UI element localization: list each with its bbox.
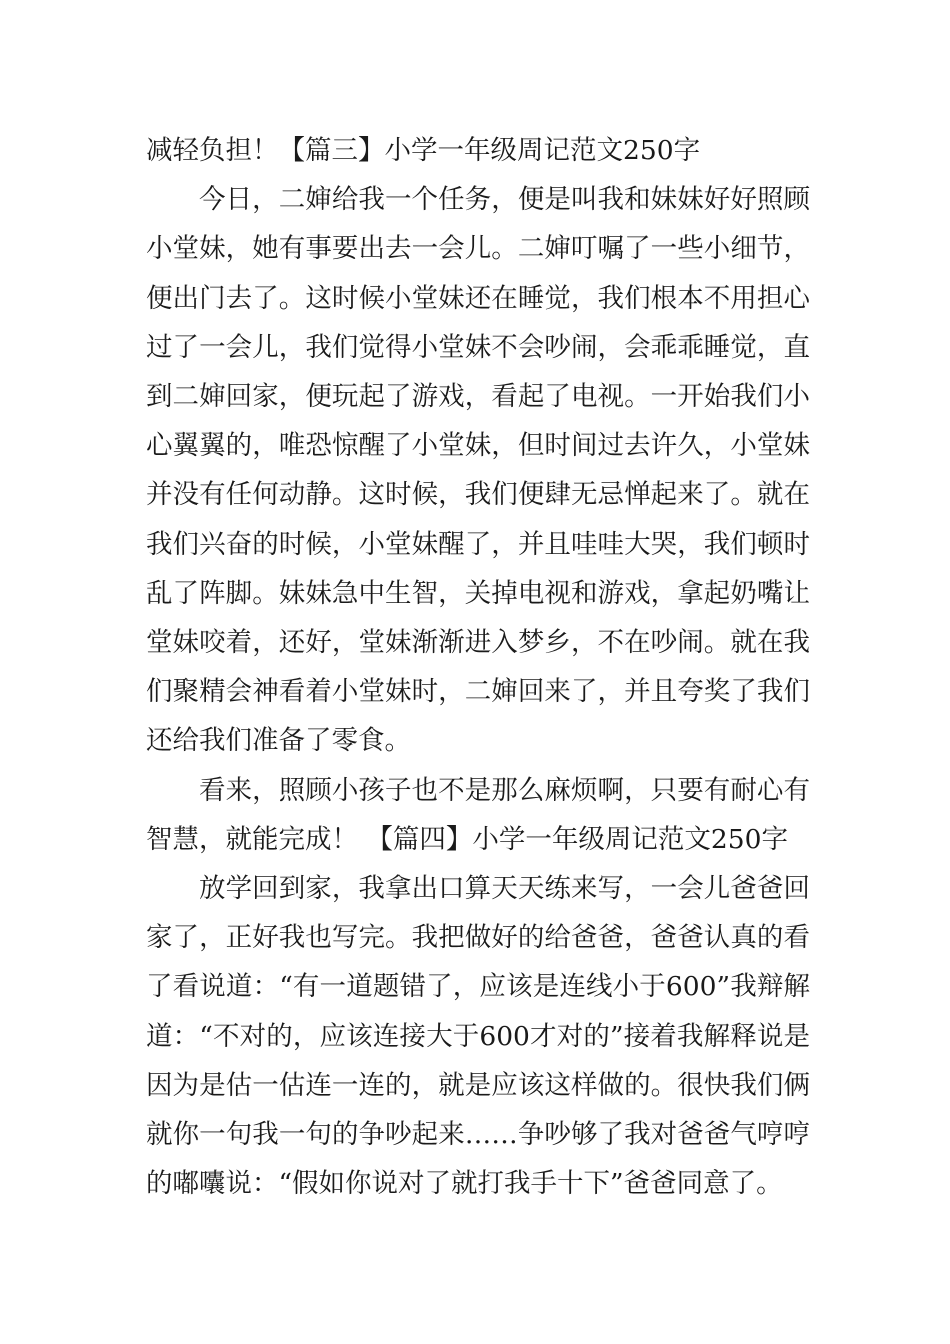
- paragraph-1: 减轻负担！【篇三】小学一年级周记范文250字: [146, 135, 701, 166]
- paragraph-2: 今日，二婶给我一个任务，便是叫我和妹妹好好照顾小堂妹，她有事要出去一会儿。二婶叮嘱了一些小细节，便出门去了。这时候小堂妹还在睡觉，我们根本不用担心过了一会儿，我们觉得小堂妹不会吵闹，会乖乖睡觉，直到二婶回家，便玩起了游戏，看起了电视。一开始我们小心翼翼的，唯恐惊醒了小堂妹，但时间过去许久，小堂妹并没有任何动静。这时候，我们便肆无忌惮起来了。就在我们兴奋的时候，小堂妹醒了，并且哇哇大哭，我们顿时乱了阵脚。妹妹急中生智，关掉电视和游戏，拿起奶嘴让堂妹咬着，还好，堂妹渐渐进入梦乡，不在吵闹。就在我们聚精会神看着小堂妹时，二婶回来了，并且夸奖了我们还给我们准备了零食。: [146, 184, 810, 757]
- paragraph-4: 放学回到家，我拿出口算天天练来写，一会儿爸爸回家了，正好我也写完。我把做好的给爸爸，爸爸认真的看了看说道：“有一道题错了，应该是连线小于600”我辩解道：“不对的，应该连接大于600才对的”接着我解释说是因为是估一估连一连的，就是应该这样做的。很快我们俩就你一句我一句的争吵起来……争吵够了我对爸爸气哼哼的嘟囔说：“假如你说对了就打我手十下”爸爸同意了。: [146, 873, 810, 1200]
- paragraph-3: 看来，照顾小孩子也不是那么麻烦啊，只要有耐心有智慧，就能完成！ 【篇四】小学一年级周记范文250字: [146, 774, 810, 855]
- body-text: [146, 126, 810, 1208]
